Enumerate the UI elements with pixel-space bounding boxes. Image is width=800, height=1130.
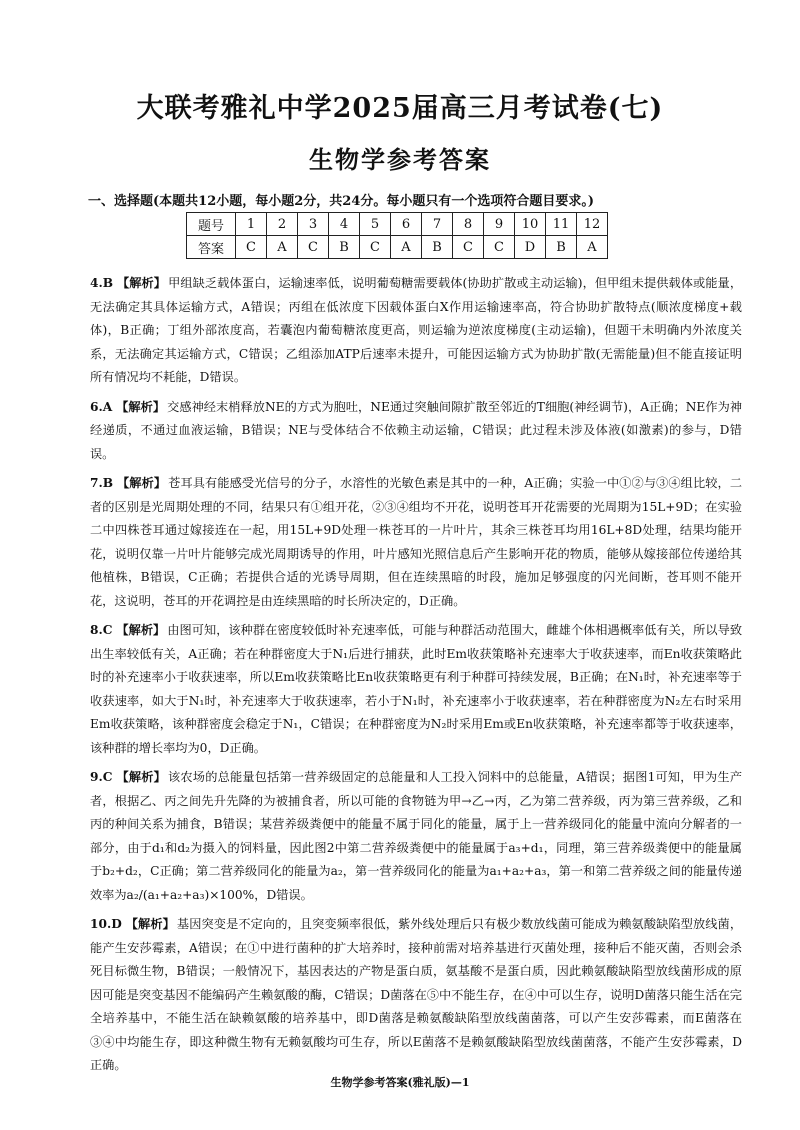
row-label-answer: 答案 — [187, 236, 236, 259]
answer-cell: C — [298, 236, 329, 259]
explanation-text: 甲组缺乏载体蛋白，运输速率低，说明葡萄糖需要载体(协助扩散或主动运输)，但甲组未提供载体或能量，无法确定其具体运输方式，A错误；丙组在低浓度下因载体蛋白X作用运输速率高，符合协助扩散特点(顺浓度梯度+载体)，B正确；丁组外部浓度高，若囊泡内葡萄糖浓度更高，则运输为逆浓度梯度(主动运输)，但题干未明确内外浓度关系，无法确定其运输方式，C错误；乙组添加ATP后速率未提升，可能因运输方式为协助扩散(无需能量)但不能直接证明所有情况均不耗能，D错误。 — [90, 276, 743, 384]
answer-cell: D — [515, 236, 546, 259]
answer-cell: C — [484, 236, 515, 259]
answer-cell: C — [453, 236, 484, 259]
explanation-number: 4.B — [90, 276, 114, 290]
answer-cell: C — [360, 236, 391, 259]
question-number: 2 — [267, 213, 298, 236]
question-number: 3 — [298, 213, 329, 236]
question-number: 7 — [422, 213, 453, 236]
answer-cell: A — [391, 236, 422, 259]
explanation-text: 基因突变是不定向的，且突变频率很低，紫外线处理后只有极少数放线菌可能成为赖氨酸缺陷型放线菌，能产生安莎霉素，A错误；在①中进行菌种的扩大培养时，接种前需对培养基进行灭菌处理，接种后不能灭菌，否则会杀死目标微生物，B错误；一般情况下，基因表达的产物是蛋白质，氨基酸不是蛋白质，因此赖氨酸缺陷型放线菌形成的原因可能是突变基因不能编码产生赖氨酸的酶，C错误；D菌落在⑤中不能生存，在④中可以生存，说明D菌落只能生活在完全培养基中，不能生活在缺赖氨酸的培养基中，即D菌落是赖氨酸缺陷型放线菌菌落，可以产生安莎霉素，而E菌落在③④中均能生存，即这种微生物有无赖氨酸均可生存，所以E菌落不是赖氨酸缺陷型放线菌菌落，不能产生安莎霉素，D正确。 — [90, 917, 743, 1072]
explanation-tag: 【解析】 — [125, 917, 175, 931]
explanation-item — [90, 396, 742, 467]
explanation-tag: 【解析】 — [116, 623, 166, 637]
answer-cell: A — [577, 236, 608, 259]
answer-table-number-row — [187, 213, 608, 236]
row-label-number: 题号 — [187, 213, 236, 236]
explanations — [90, 272, 742, 1084]
question-number: 5 — [360, 213, 391, 236]
explanation-tag: 【解析】 — [116, 399, 166, 414]
page-footer: 生物学参考答案(雅礼版)—1 — [330, 1076, 470, 1089]
explanation-item — [90, 272, 742, 390]
question-number: 12 — [577, 213, 608, 236]
answer-cell: B — [422, 236, 453, 259]
answer-cell: A — [267, 236, 298, 259]
explanation-number: 9.C — [90, 770, 113, 784]
answer-table — [186, 212, 608, 259]
explanation-text: 苍耳具有能感受光信号的分子，水溶性的光敏色素是其中的一种，A正确；实验一中①②与③④组比较，二者的区别是光周期处理的不同，结果只有①组开花，②③④组均不开花，说明苍耳开花需要的光周期为15L+9D；在实验二中四株苍耳通过嫁接连在一起，用15L+9D处理一株苍耳的一片叶片，其余三株苍耳均用16L+8D处理，结果均能开花，说明仅靠一片叶片能够完成光周期诱导的作用，叶片感知光照信息后产生影响开花的物质，能够从嫁接部位传递给其他植株，B错误，C正确；若提供合适的光诱导周期，但在连续黑暗的时段，施加足够强度的闪光间断，苍耳则不能开花，这说明，苍耳的开花调控是由连续黑暗的时长所决定的，D正确。 — [90, 476, 743, 608]
explanation-number: 6.A — [90, 399, 113, 414]
explanation-tag: 【解析】 — [117, 276, 167, 290]
section-heading: 一、选择题(本题共12小题，每小题2分，共24分。每小题只有一个选项符合题目要求。) — [88, 194, 595, 209]
question-number: 1 — [236, 213, 267, 236]
question-number: 9 — [484, 213, 515, 236]
question-number: 11 — [546, 213, 577, 236]
answer-cell: B — [329, 236, 360, 259]
answer-cell: C — [236, 236, 267, 259]
question-number: 10 — [515, 213, 546, 236]
explanation-tag: 【解析】 — [116, 770, 167, 784]
page-title: 大联考雅礼中学2025届高三月考试卷(七) — [136, 93, 664, 124]
explanation-item — [90, 472, 742, 613]
explanation-item — [90, 766, 742, 907]
explanation-text: 交感神经末梢释放NE的方式为胞吐，NE通过突触间隙扩散至邻近的T细胞(神经调节)，A正确；NE作为神经递质，不通过血液运输，B错误；NE与受体结合不依赖主动运输，C错误；此过程未涉及体液(如激素)的参与，D错误。 — [90, 399, 743, 461]
explanation-number: 7.B — [90, 476, 114, 490]
explanation-text: 由图可知，该种群在密度较低时补充速率低，可能与种群活动范围大，雌雄个体相遇概率低有关，所以导致出生率较低有关，A正确；若在种群密度大于N₁后进行捕获，此时Em收获策略补充速率大于收获速率，而En收获策略此时的补充速率小于收获速率，所以Em收获策略比En收获策略更有利于种群可持续发展，B正确；在N₁时，补充速率等于收获速率，如大于N₁时，补充速率大于收获速率，若小于N₁时，补充速率小于收获速率，若在种群密度为N₂左右时采用Em收获策略，该种群密度会稳定于N₁，C错误；在种群密度为N₂时采用Em或En收获策略，补充速率都等于收获速率，该种群的增长率均为0，D正确。 — [90, 623, 743, 755]
question-number: 4 — [329, 213, 360, 236]
explanation-item — [90, 913, 742, 1078]
answer-cell: B — [546, 236, 577, 259]
explanation-number: 10.D — [90, 917, 122, 931]
explanation-tag: 【解析】 — [117, 476, 167, 490]
page-subtitle: 生物学参考答案 — [309, 146, 491, 174]
question-number: 8 — [453, 213, 484, 236]
explanation-item — [90, 619, 742, 760]
explanation-number: 8.C — [90, 623, 113, 637]
answer-table-answer-row — [187, 236, 608, 259]
question-number: 6 — [391, 213, 422, 236]
explanation-text: 该农场的总能量包括第一营养级固定的总能量和人工投入饲料中的总能量，A错误；据图1可知，甲为生产者，根据乙、丙之间先升先降的为被捕食者，所以可能的食物链为甲→乙→丙，乙为第二营养级，丙为第三营养级，乙和丙的种间关系为捕食，B错误；某营养级粪便中的能量不属于同化的能量，属于上一营养级同化的能量中流向分解者的一部分，由于d₁和d₂为摄入的饲料量，因此图2中第二营养级粪便中的能量属于a₃+d₁，同理，第三营养级粪便中的能量属于b₂+d₂，C正确；第二营养级同化的能量为a₂，第一营养级同化的能量为a₁+a₂+a₃，第一和第二营养级之间的能量传递效率为a₂/(a₁+a₂+a₃)×100%，D错误。 — [90, 770, 743, 902]
